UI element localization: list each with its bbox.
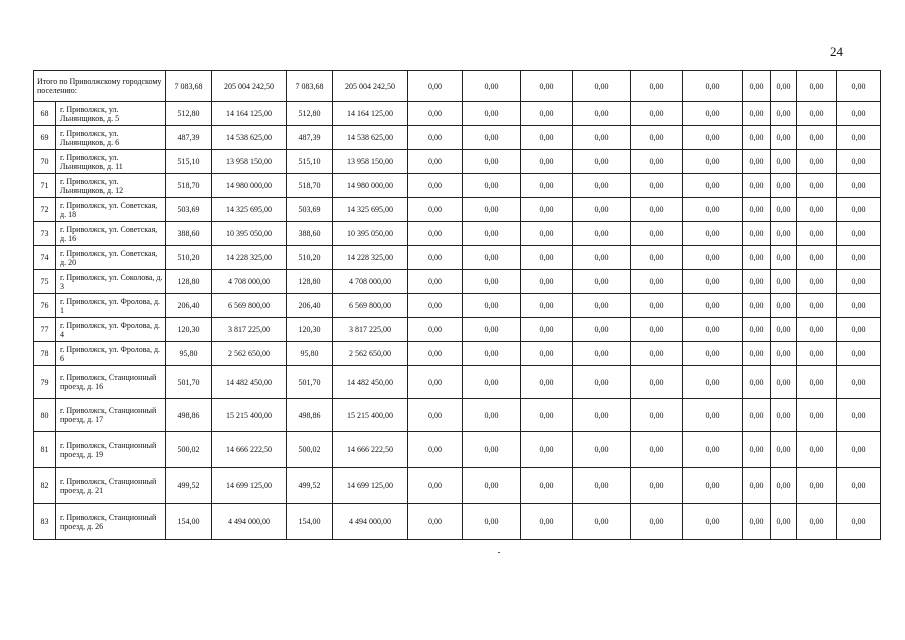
value-cell: 0,00 (521, 468, 573, 504)
value-cell: 0,00 (771, 222, 797, 246)
value-cell: 0,00 (683, 432, 743, 468)
address-cell: г. Приволжск, ул. Фролова, д. 4 (56, 318, 166, 342)
value-cell: 4 708 000,00 (212, 270, 287, 294)
value-cell: 0,00 (797, 270, 837, 294)
value-cell: 0,00 (743, 222, 771, 246)
value-cell: 0,00 (463, 222, 521, 246)
address-cell: г. Приволжск, ул. Советская, д. 20 (56, 246, 166, 270)
value-cell: 0,00 (631, 174, 683, 198)
value-cell: 388,60 (166, 222, 212, 246)
value-cell: 0,00 (521, 102, 573, 126)
value-cell: 0,00 (837, 198, 881, 222)
value-cell: 0,00 (573, 102, 631, 126)
value-cell: 0,00 (771, 102, 797, 126)
value-cell: 14 164 125,00 (212, 102, 287, 126)
value-cell: 0,00 (573, 342, 631, 366)
value-cell: 487,39 (166, 126, 212, 150)
value-cell: 0,00 (521, 198, 573, 222)
value-cell: 0,00 (631, 504, 683, 540)
value-cell: 0,00 (683, 126, 743, 150)
value-cell: 0,00 (521, 270, 573, 294)
table-row (34, 246, 881, 270)
value-cell: 154,00 (166, 504, 212, 540)
value-cell: 0,00 (631, 318, 683, 342)
value-cell: 0,00 (631, 366, 683, 399)
address-cell: г. Приволжск, Станционный проезд, д. 19 (56, 432, 166, 468)
row-number: 75 (34, 270, 56, 294)
value-cell: 0,00 (573, 174, 631, 198)
value-cell: 0,00 (408, 174, 463, 198)
value-cell: 0,00 (743, 294, 771, 318)
value-cell: 0,00 (743, 102, 771, 126)
address-cell: г. Приволжск, Станционный проезд, д. 26 (56, 504, 166, 540)
value-cell: 0,00 (797, 150, 837, 174)
value-cell: 0,00 (631, 342, 683, 366)
value-cell: 0,00 (837, 432, 881, 468)
value-cell: 0,00 (521, 366, 573, 399)
value-cell: 0,00 (743, 366, 771, 399)
value-cell: 0,00 (463, 246, 521, 270)
table-row (34, 399, 881, 432)
value-cell: 0,00 (408, 318, 463, 342)
table-row (34, 174, 881, 198)
row-number: 80 (34, 399, 56, 432)
address-cell: г. Приволжск, ул. Советская, д. 18 (56, 198, 166, 222)
value-cell: 0,00 (683, 246, 743, 270)
table-row (34, 126, 881, 150)
row-number: 76 (34, 294, 56, 318)
value-cell: 388,60 (287, 222, 333, 246)
value-cell: 14 666 222,50 (212, 432, 287, 468)
value-cell: 0,00 (408, 270, 463, 294)
value-cell: 0,00 (408, 246, 463, 270)
value-cell: 0,00 (797, 102, 837, 126)
address-cell: г. Приволжск, ул. Советская, д. 16 (56, 222, 166, 246)
table-row (34, 318, 881, 342)
value-cell: 13 958 150,00 (212, 150, 287, 174)
total-cell: 0,00 (631, 71, 683, 102)
value-cell: 0,00 (521, 432, 573, 468)
value-cell: 0,00 (743, 399, 771, 432)
row-number: 78 (34, 342, 56, 366)
value-cell: 501,70 (287, 366, 333, 399)
value-cell: 0,00 (837, 174, 881, 198)
value-cell: 0,00 (631, 198, 683, 222)
value-cell: 0,00 (771, 150, 797, 174)
value-cell: 15 215 400,00 (212, 399, 287, 432)
value-cell: 14 980 000,00 (212, 174, 287, 198)
value-cell: 0,00 (573, 399, 631, 432)
address-cell: г. Приволжск, ул. Фролова, д. 6 (56, 342, 166, 366)
value-cell: 0,00 (408, 366, 463, 399)
value-cell: 0,00 (797, 174, 837, 198)
row-number: 81 (34, 432, 56, 468)
value-cell: 0,00 (408, 102, 463, 126)
value-cell: 0,00 (521, 126, 573, 150)
value-cell: 4 494 000,00 (333, 504, 408, 540)
value-cell: 512,80 (287, 102, 333, 126)
value-cell: 0,00 (743, 318, 771, 342)
value-cell: 0,00 (631, 222, 683, 246)
value-cell: 0,00 (573, 294, 631, 318)
value-cell: 0,00 (631, 126, 683, 150)
total-cell: 0,00 (521, 71, 573, 102)
value-cell: 14 482 450,00 (333, 366, 408, 399)
total-cell: 0,00 (463, 71, 521, 102)
value-cell: 0,00 (797, 366, 837, 399)
value-cell: 0,00 (521, 246, 573, 270)
value-cell: 0,00 (797, 294, 837, 318)
value-cell: 0,00 (743, 174, 771, 198)
row-number: 82 (34, 468, 56, 504)
value-cell: 500,02 (287, 432, 333, 468)
total-cell: 7 083,68 (166, 71, 212, 102)
address-cell: г. Приволжск, ул. Льнянщиков, д. 11 (56, 150, 166, 174)
value-cell: 0,00 (573, 246, 631, 270)
table-row (34, 102, 881, 126)
housing-table (33, 70, 881, 540)
value-cell: 3 817 225,00 (212, 318, 287, 342)
value-cell: 0,00 (683, 399, 743, 432)
table-row (34, 222, 881, 246)
row-number: 69 (34, 126, 56, 150)
value-cell: 6 569 800,00 (212, 294, 287, 318)
total-cell: 0,00 (743, 71, 771, 102)
total-cell: 0,00 (797, 71, 837, 102)
total-cell: 205 004 242,50 (212, 71, 287, 102)
value-cell: 14 699 125,00 (333, 468, 408, 504)
table-row (34, 432, 881, 468)
value-cell: 0,00 (743, 342, 771, 366)
value-cell: 0,00 (573, 222, 631, 246)
value-cell: 0,00 (408, 342, 463, 366)
total-cell: 7 083,68 (287, 71, 333, 102)
value-cell: 0,00 (743, 468, 771, 504)
value-cell: 0,00 (743, 246, 771, 270)
value-cell: 14 325 695,00 (212, 198, 287, 222)
value-cell: 14 980 000,00 (333, 174, 408, 198)
address-cell: г. Приволжск, Станционный проезд, д. 16 (56, 366, 166, 399)
value-cell: 500,02 (166, 432, 212, 468)
value-cell: 120,30 (166, 318, 212, 342)
table-row (34, 294, 881, 318)
total-cell: 205 004 242,50 (333, 71, 408, 102)
row-number: 73 (34, 222, 56, 246)
value-cell: 0,00 (683, 318, 743, 342)
value-cell: 0,00 (521, 318, 573, 342)
total-cell: 0,00 (837, 71, 881, 102)
value-cell: 10 395 050,00 (212, 222, 287, 246)
value-cell: 13 958 150,00 (333, 150, 408, 174)
value-cell: 0,00 (797, 468, 837, 504)
value-cell: 0,00 (408, 468, 463, 504)
total-cell: 0,00 (573, 71, 631, 102)
value-cell: 128,80 (166, 270, 212, 294)
address-cell: г. Приволжск, ул. Фролова, д. 1 (56, 294, 166, 318)
value-cell: 0,00 (771, 318, 797, 342)
value-cell: 2 562 650,00 (333, 342, 408, 366)
value-cell: 0,00 (521, 504, 573, 540)
value-cell: 0,00 (683, 342, 743, 366)
value-cell: 503,69 (287, 198, 333, 222)
value-cell: 0,00 (743, 198, 771, 222)
value-cell: 0,00 (408, 399, 463, 432)
value-cell: 0,00 (683, 294, 743, 318)
value-cell: 0,00 (771, 246, 797, 270)
value-cell: 95,80 (287, 342, 333, 366)
value-cell: 4 708 000,00 (333, 270, 408, 294)
value-cell: 0,00 (771, 270, 797, 294)
value-cell: 0,00 (797, 432, 837, 468)
table-row (34, 198, 881, 222)
value-cell: 3 817 225,00 (333, 318, 408, 342)
address-cell: г. Приволжск, Станционный проезд, д. 21 (56, 468, 166, 504)
value-cell: 0,00 (408, 222, 463, 246)
value-cell: 0,00 (771, 399, 797, 432)
value-cell: 0,00 (573, 366, 631, 399)
value-cell: 0,00 (771, 366, 797, 399)
value-cell: 0,00 (463, 126, 521, 150)
table-body (34, 71, 881, 540)
value-cell: 0,00 (573, 432, 631, 468)
value-cell: 14 228 325,00 (333, 246, 408, 270)
value-cell: 206,40 (166, 294, 212, 318)
value-cell: 0,00 (573, 198, 631, 222)
value-cell: 14 538 625,00 (333, 126, 408, 150)
value-cell: 515,10 (166, 150, 212, 174)
total-cell: 0,00 (771, 71, 797, 102)
value-cell: 0,00 (463, 198, 521, 222)
value-cell: 0,00 (573, 270, 631, 294)
value-cell: 518,70 (166, 174, 212, 198)
value-cell: 0,00 (463, 342, 521, 366)
value-cell: 14 164 125,00 (333, 102, 408, 126)
value-cell: 0,00 (631, 270, 683, 294)
row-number: 79 (34, 366, 56, 399)
value-cell: 515,10 (287, 150, 333, 174)
value-cell: 0,00 (408, 504, 463, 540)
value-cell: 0,00 (521, 150, 573, 174)
value-cell: 0,00 (408, 150, 463, 174)
row-number: 83 (34, 504, 56, 540)
value-cell: 206,40 (287, 294, 333, 318)
row-number: 68 (34, 102, 56, 126)
value-cell: 0,00 (771, 468, 797, 504)
value-cell: 0,00 (837, 294, 881, 318)
value-cell: 0,00 (683, 174, 743, 198)
value-cell: 0,00 (463, 399, 521, 432)
total-row (34, 71, 881, 102)
value-cell: 0,00 (743, 504, 771, 540)
value-cell: 512,80 (166, 102, 212, 126)
scan-speck (498, 552, 500, 553)
page-number: 24 (830, 44, 843, 59)
value-cell: 498,86 (166, 399, 212, 432)
value-cell: 0,00 (837, 270, 881, 294)
address-cell: г. Приволжск, ул. Льнянщиков, д. 6 (56, 126, 166, 150)
value-cell: 95,80 (166, 342, 212, 366)
value-cell: 0,00 (521, 174, 573, 198)
row-number: 70 (34, 150, 56, 174)
value-cell: 0,00 (463, 318, 521, 342)
value-cell: 0,00 (743, 126, 771, 150)
value-cell: 0,00 (631, 399, 683, 432)
value-cell: 0,00 (408, 294, 463, 318)
value-cell: 0,00 (463, 174, 521, 198)
value-cell: 0,00 (521, 399, 573, 432)
value-cell: 0,00 (463, 150, 521, 174)
value-cell: 0,00 (743, 150, 771, 174)
value-cell: 0,00 (837, 342, 881, 366)
value-cell: 0,00 (631, 150, 683, 174)
table-row (34, 468, 881, 504)
row-number: 71 (34, 174, 56, 198)
value-cell: 0,00 (573, 318, 631, 342)
value-cell: 0,00 (521, 342, 573, 366)
value-cell: 0,00 (631, 294, 683, 318)
value-cell: 0,00 (408, 432, 463, 468)
value-cell: 0,00 (683, 366, 743, 399)
value-cell: 0,00 (837, 150, 881, 174)
address-cell: г. Приволжск, ул. Льнянщиков, д. 5 (56, 102, 166, 126)
row-number: 72 (34, 198, 56, 222)
value-cell: 0,00 (521, 294, 573, 318)
address-cell: г. Приволжск, ул. Льнянщиков, д. 12 (56, 174, 166, 198)
table-row (34, 270, 881, 294)
value-cell: 6 569 800,00 (333, 294, 408, 318)
value-cell: 0,00 (771, 126, 797, 150)
value-cell: 510,20 (287, 246, 333, 270)
value-cell: 15 215 400,00 (333, 399, 408, 432)
value-cell: 0,00 (683, 222, 743, 246)
value-cell: 0,00 (463, 102, 521, 126)
value-cell: 0,00 (683, 150, 743, 174)
value-cell: 0,00 (631, 432, 683, 468)
value-cell: 14 538 625,00 (212, 126, 287, 150)
value-cell: 10 395 050,00 (333, 222, 408, 246)
value-cell: 4 494 000,00 (212, 504, 287, 540)
value-cell: 0,00 (463, 366, 521, 399)
total-cell: 0,00 (408, 71, 463, 102)
value-cell: 0,00 (683, 504, 743, 540)
value-cell: 0,00 (797, 399, 837, 432)
value-cell: 0,00 (797, 198, 837, 222)
value-cell: 0,00 (771, 294, 797, 318)
value-cell: 0,00 (771, 174, 797, 198)
value-cell: 0,00 (573, 150, 631, 174)
value-cell: 14 228 325,00 (212, 246, 287, 270)
value-cell: 0,00 (743, 432, 771, 468)
value-cell: 0,00 (631, 102, 683, 126)
value-cell: 128,80 (287, 270, 333, 294)
value-cell: 0,00 (408, 198, 463, 222)
value-cell: 0,00 (797, 246, 837, 270)
value-cell: 0,00 (797, 504, 837, 540)
value-cell: 0,00 (771, 198, 797, 222)
value-cell: 0,00 (837, 366, 881, 399)
value-cell: 0,00 (837, 399, 881, 432)
value-cell: 0,00 (797, 342, 837, 366)
value-cell: 0,00 (837, 222, 881, 246)
value-cell: 0,00 (573, 468, 631, 504)
value-cell: 0,00 (837, 468, 881, 504)
value-cell: 499,52 (166, 468, 212, 504)
value-cell: 0,00 (573, 126, 631, 150)
value-cell: 0,00 (463, 294, 521, 318)
value-cell: 0,00 (797, 318, 837, 342)
value-cell: 0,00 (408, 126, 463, 150)
value-cell: 0,00 (837, 504, 881, 540)
value-cell: 0,00 (837, 102, 881, 126)
address-cell: г. Приволжск, ул. Соколова, д. 3 (56, 270, 166, 294)
value-cell: 510,20 (166, 246, 212, 270)
value-cell: 0,00 (631, 246, 683, 270)
value-cell: 120,30 (287, 318, 333, 342)
value-cell: 0,00 (837, 318, 881, 342)
value-cell: 0,00 (797, 222, 837, 246)
table-row (34, 366, 881, 399)
value-cell: 0,00 (463, 270, 521, 294)
value-cell: 501,70 (166, 366, 212, 399)
value-cell: 14 699 125,00 (212, 468, 287, 504)
value-cell: 503,69 (166, 198, 212, 222)
value-cell: 0,00 (683, 102, 743, 126)
value-cell: 0,00 (771, 342, 797, 366)
table-row (34, 342, 881, 366)
value-cell: 0,00 (837, 246, 881, 270)
value-cell: 154,00 (287, 504, 333, 540)
row-number: 74 (34, 246, 56, 270)
value-cell: 0,00 (463, 432, 521, 468)
value-cell: 487,39 (287, 126, 333, 150)
total-cell: 0,00 (683, 71, 743, 102)
value-cell: 518,70 (287, 174, 333, 198)
value-cell: 0,00 (683, 198, 743, 222)
value-cell: 14 325 695,00 (333, 198, 408, 222)
value-cell: 0,00 (771, 432, 797, 468)
value-cell: 0,00 (837, 126, 881, 150)
value-cell: 0,00 (683, 270, 743, 294)
address-cell: г. Приволжск, Станционный проезд, д. 17 (56, 399, 166, 432)
value-cell: 0,00 (743, 270, 771, 294)
value-cell: 0,00 (683, 468, 743, 504)
value-cell: 0,00 (771, 504, 797, 540)
table-row (34, 504, 881, 540)
total-label: Итого по Приволжскому городскому поселению: (34, 71, 166, 102)
value-cell: 0,00 (463, 504, 521, 540)
row-number: 77 (34, 318, 56, 342)
value-cell: 499,52 (287, 468, 333, 504)
value-cell: 0,00 (573, 504, 631, 540)
value-cell: 0,00 (631, 468, 683, 504)
value-cell: 0,00 (521, 222, 573, 246)
value-cell: 2 562 650,00 (212, 342, 287, 366)
value-cell: 0,00 (797, 126, 837, 150)
value-cell: 14 482 450,00 (212, 366, 287, 399)
value-cell: 498,86 (287, 399, 333, 432)
value-cell: 14 666 222,50 (333, 432, 408, 468)
table-row (34, 150, 881, 174)
value-cell: 0,00 (463, 468, 521, 504)
